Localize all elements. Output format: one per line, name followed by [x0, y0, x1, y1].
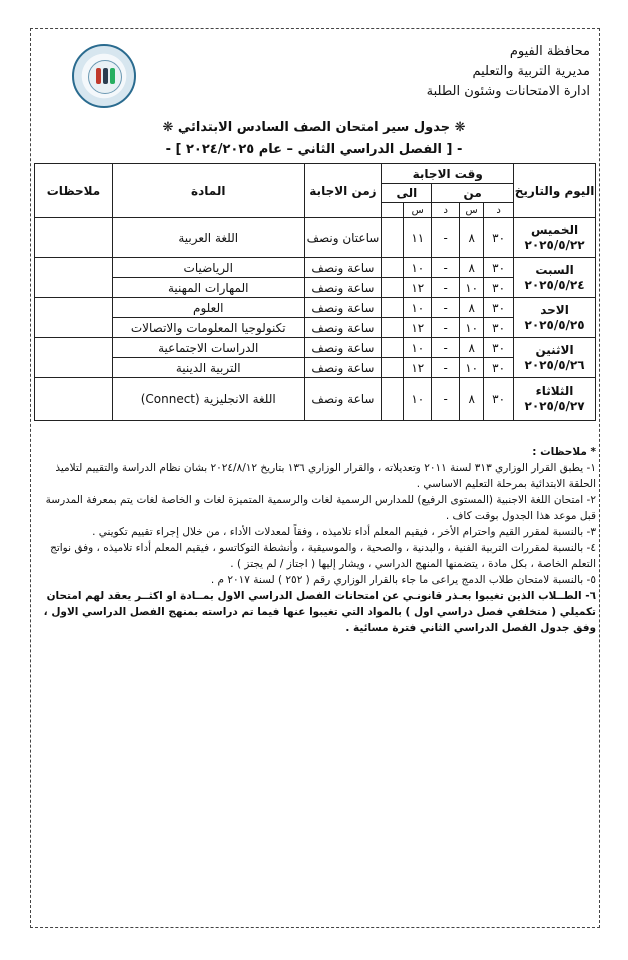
table-row: [35, 378, 596, 421]
to-minutes-cell: -: [432, 318, 460, 338]
from-hours-cell: ٨: [460, 258, 484, 278]
subject-cell: اللغة العربية: [112, 218, 304, 258]
to-minutes-cell: -: [432, 358, 460, 378]
note-item: ٢- امتحان اللغة الاجنبية (المستوى الرفيع) للمدارس الرسمية لغات والرسمية المتميزة لغات و الخاصة لغات يتم بمعرفة المدرسة قبل موعد هذا الجدول بوقت كاف .: [45, 494, 596, 522]
from-minutes-cell: ٣٠: [484, 218, 514, 258]
header-minutes-to: د: [432, 203, 460, 218]
duration-cell: ساعة ونصف: [304, 338, 382, 358]
from-minutes-cell: ٣٠: [484, 258, 514, 278]
from-minutes-cell: ٣٠: [484, 358, 514, 378]
note-item: ٤- بالنسبة لمقررات التربية الفنية ، والبدنية ، والصحية ، والموسيقية ، وأنشطة التوكاتسو ، فيقيم المعلم أداء تلاميذه ، وفق نواتج التعلم الخاصة ، بكل مادة ، يتضمنها المنهج الدراسي ، ويشار إليها ( اجتاز / لم يجتز ) .: [50, 542, 596, 570]
notes-section: [32, 444, 596, 636]
header-subject: المادة: [112, 164, 304, 218]
duration-cell: ساعتان ونصف: [304, 218, 382, 258]
table-row: [35, 258, 596, 278]
from-minutes-cell: ٣٠: [484, 338, 514, 358]
table-row: [35, 218, 596, 258]
to-minutes-cell: -: [432, 298, 460, 318]
to-hours-cell: ١٢: [404, 358, 432, 378]
header-block: [427, 42, 590, 102]
subject-cell: المهارات المهنية: [112, 278, 304, 298]
from-minutes-cell: ٣٠: [484, 278, 514, 298]
duration-cell: ساعة ونصف: [304, 318, 382, 338]
duration-cell: ساعة ونصف: [304, 258, 382, 278]
from-hours-cell: ٨: [460, 378, 484, 421]
header-from: من: [432, 184, 514, 203]
notes-cell: [35, 298, 113, 338]
note-item: ٣- بالنسبة لمقرر القيم واحترام الأخر ، فيقيم المعلم أداء تلاميذه ، وفقاً لمعدلات الأداء ، من خلال إجراء تقييم تكويني .: [92, 526, 596, 538]
day-date-cell: الاثنين ٢٠٢٥/٥/٢٦: [514, 338, 596, 378]
from-hours-cell: ٨: [460, 218, 484, 258]
notes-cell: [35, 338, 113, 378]
day-date-cell: السبت ٢٠٢٥/٥/٢٤: [514, 258, 596, 298]
from-hours-cell: ١٠: [460, 358, 484, 378]
subject-cell: الدراسات الاجتماعية: [112, 338, 304, 358]
to-hours-cell: ١٢: [404, 318, 432, 338]
from-hours-cell: ٨: [460, 338, 484, 358]
table-row: [35, 278, 596, 298]
table-row: [35, 338, 596, 358]
header-notes: ملاحظات: [35, 164, 113, 218]
header-duration: زمن الاجابة: [304, 164, 382, 218]
to-minutes-cell: -: [432, 278, 460, 298]
from-minutes-cell: ٣٠: [484, 378, 514, 421]
header-minutes-from: د: [484, 203, 514, 218]
notes-cell: [35, 258, 113, 298]
day-date-cell: الخميس ٢٠٢٥/٥/٢٢: [514, 218, 596, 258]
duration-cell: ساعة ونصف: [304, 298, 382, 318]
duration-cell: ساعة ونصف: [304, 358, 382, 378]
to-hours-cell: ١١: [404, 218, 432, 258]
day-date-cell: الاحد ٢٠٢٥/٥/٢٥: [514, 298, 596, 338]
duration-cell: ساعة ونصف: [304, 378, 382, 421]
subject-cell: الرياضيات: [112, 258, 304, 278]
header-day-date: اليوم والتاريخ: [514, 164, 596, 218]
to-minutes-cell: -: [432, 258, 460, 278]
header-to: الى: [382, 184, 432, 203]
directorate-seal-logo: [72, 44, 136, 108]
notes-cell: [35, 218, 113, 258]
page-subtitle: - [ الفصل الدراسي الثاني – عام ٢٠٢٤/٢٠٢٥ ] -: [165, 142, 463, 157]
from-hours-cell: ١٠: [460, 318, 484, 338]
to-hours-cell: ١٢: [404, 278, 432, 298]
table-row: [35, 298, 596, 318]
notes-cell: [35, 378, 113, 421]
subject-cell: تكنولوجيا المعلومات والاتصالات: [112, 318, 304, 338]
department-label: ادارة الامتحانات وشئون الطلبة: [426, 84, 590, 99]
subject-cell: التربية الدينية: [112, 358, 304, 378]
note-item: ٥- بالنسبة لامتحان طلاب الدمج يراعى ما جاء بالقرار الوزاري رقم ( ٢٥٢ ) لسنة ٢٠١٧ م .: [210, 574, 596, 586]
table-row: [35, 358, 596, 378]
note-item: ٦- الطــلاب الذين تغيبوا بعـذر قانونـي عن امتحانات الفصل الدراسي الاول بمــادة او اكثــر يعقد لهم امتحان تكميلي ( متخلفي فصل دراسي اول ) بالمواد التي تغيبوا عنها فيما تم دراسته بمنهج الفصل الدراسي الاول ، وفق جدول الفصل الدراسي الثاني فترة مسائية .: [43, 590, 596, 634]
exam-schedule-table: [34, 163, 596, 421]
page-title: ❋ جدول سير امتحان الصف السادس الابتدائي ❋: [162, 120, 466, 135]
from-minutes-cell: ٣٠: [484, 298, 514, 318]
to-minutes-cell: -: [432, 378, 460, 421]
from-hours-cell: ١٠: [460, 278, 484, 298]
notes-heading: * ملاحظات :: [532, 446, 596, 458]
directorate-label: مديرية التربية والتعليم: [472, 64, 590, 79]
table-row: [35, 318, 596, 338]
from-minutes-cell: ٣٠: [484, 318, 514, 338]
to-hours-cell: ١٠: [404, 298, 432, 318]
governorate-label: محافظة الفيوم: [509, 44, 590, 59]
to-hours-cell: ١٠: [404, 258, 432, 278]
to-minutes-cell: -: [432, 338, 460, 358]
from-hours-cell: ٨: [460, 298, 484, 318]
day-date-cell: الثلاثاء ٢٠٢٥/٥/٢٧: [514, 378, 596, 421]
to-hours-cell: ١٠: [404, 338, 432, 358]
subject-cell: اللغة الانجليزية (Connect): [112, 378, 304, 421]
header-hours-from: س: [460, 203, 484, 218]
header-hours-to: س: [404, 203, 432, 218]
subject-cell: العلوم: [112, 298, 304, 318]
header-answer-time: وقت الاجابة: [382, 164, 514, 184]
to-hours-cell: ١٠: [404, 378, 432, 421]
duration-cell: ساعة ونصف: [304, 278, 382, 298]
note-item: ١- يطبق القرار الوزاري ٣١٣ لسنة ٢٠١١ وتعديلاته ، والقرار الوزاري ١٣٦ بتاريخ ٢٠٢٤/٨/١٢ بشان نظام الدراسة والتقييم لتلاميذ الحلقة الابتدائية بمرحلة التعليم الاساسي .: [55, 462, 596, 490]
to-minutes-cell: -: [432, 218, 460, 258]
